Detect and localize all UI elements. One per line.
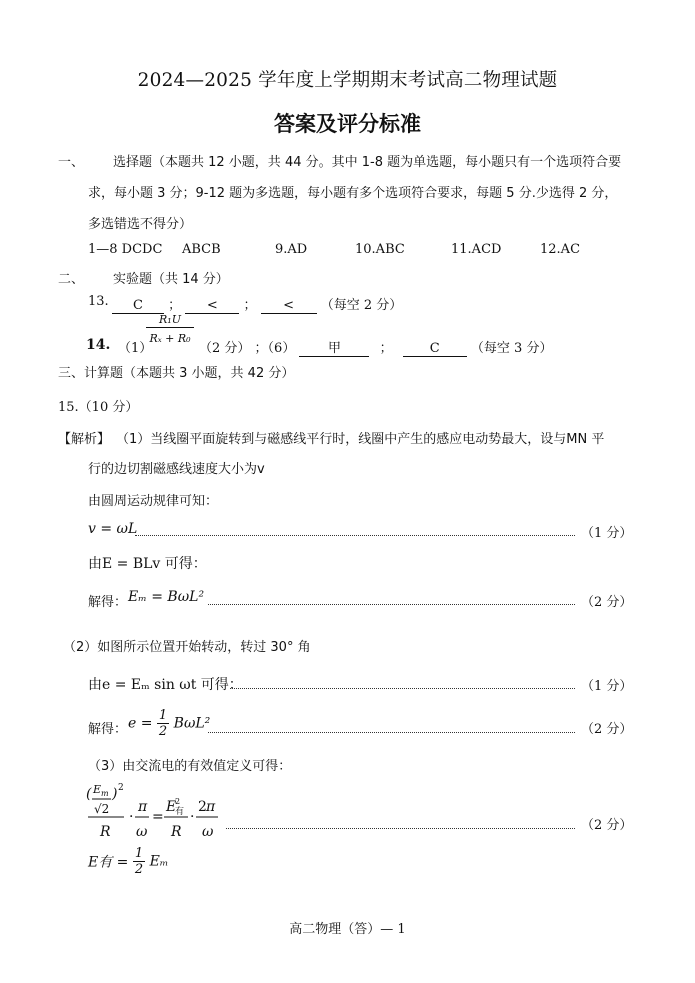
q15-part1-line2: 行的边切割磁感线速度大小为v bbox=[88, 462, 265, 477]
q15-eq4 bbox=[128, 708, 210, 739]
q15-eq6-numerator: 1 bbox=[134, 846, 144, 861]
eq5-square: 2 bbox=[118, 783, 124, 793]
q15-eq3-score: （1 分） bbox=[581, 679, 633, 694]
eq5-e-eff-sup: 2 bbox=[175, 797, 181, 806]
section2-number: 二、 bbox=[58, 272, 85, 287]
eq5-dot1: · bbox=[129, 809, 134, 825]
leader-dots bbox=[226, 828, 575, 829]
q15-header: 15.（10 分） bbox=[58, 400, 139, 415]
q14-score-1: （2 分） bbox=[199, 341, 251, 356]
page-footer: 高二物理（答）— 1 bbox=[289, 922, 406, 937]
q13-blank-3: < bbox=[261, 298, 317, 314]
leader-dots bbox=[208, 732, 575, 733]
q14-blank-1: 甲 bbox=[299, 341, 369, 357]
leader-dots bbox=[135, 535, 575, 536]
q15-eq4-fraction bbox=[157, 708, 169, 739]
q14-fraction-denominator: Rₓ + R₀ bbox=[149, 332, 191, 345]
q15-eq4-denominator: 2 bbox=[158, 724, 168, 739]
q15-eq4-score: （2 分） bbox=[581, 722, 633, 737]
q13-blank-1: C bbox=[112, 298, 164, 314]
eq5-r2: R bbox=[171, 824, 182, 840]
q15-eq6-lhs: E有 = bbox=[88, 854, 129, 871]
eq5-sqrt: √2 bbox=[94, 802, 110, 816]
q15-part1-line1: （1）当线圈平面旋转到与磁感线平行时，线圈中产生的感应电动势最大，设与MN 平 bbox=[116, 432, 605, 447]
section1-text-line3: 多选错选不得分） bbox=[88, 217, 193, 232]
eq5-pi2: π bbox=[206, 799, 216, 815]
q15-eq5-formula bbox=[86, 780, 226, 844]
q14-answer-row bbox=[199, 337, 552, 357]
section3-heading: 三、计算题（本题共 3 小题，共 42 分） bbox=[58, 366, 295, 381]
q15-eq6 bbox=[88, 846, 168, 877]
q13-answer-row bbox=[112, 294, 402, 314]
q13-separator: ； bbox=[243, 298, 257, 313]
q15-eq6-fraction bbox=[133, 846, 145, 877]
answer-10: 10.ABC bbox=[355, 242, 405, 257]
q15-eq2-prefix: 解得： bbox=[88, 595, 128, 610]
q15-eq1-score: （1 分） bbox=[581, 526, 633, 541]
q14-part1: （1） bbox=[118, 341, 153, 356]
leader-dots bbox=[230, 688, 575, 689]
q13-score: （每空 2 分） bbox=[320, 298, 403, 313]
section1-text-line1: 选择题（本题共 12 小题，共 44 分。其中 1-8 题为单选题，每小题只有一个选项符合要 bbox=[113, 155, 622, 170]
q15-eq4-prefix: 解得： bbox=[88, 722, 128, 737]
q15-eq4-numerator: 1 bbox=[158, 708, 168, 723]
section1-number: 一、 bbox=[58, 155, 85, 170]
q15-eq5-score: （2 分） bbox=[581, 818, 633, 833]
answer-11: 11.ACD bbox=[451, 242, 502, 257]
answer-1-8: 1—8 DCDC bbox=[88, 242, 163, 257]
q13-blank-2: < bbox=[185, 298, 239, 314]
q15-part1-line4: 由E = BLv 可得： bbox=[88, 556, 207, 572]
q15-eq6-rhs: Eₘ bbox=[149, 853, 169, 870]
section1-text-line2: 求，每小题 3 分；9-12 题为多选题，每小题有多个选项符合要求，每题 5 分.少选得 2 分， bbox=[88, 186, 618, 201]
eq5-equals: = bbox=[152, 809, 164, 825]
q14-separator-1: ；（6） bbox=[254, 341, 296, 356]
document-subtitle: 答案及评分标准 bbox=[274, 112, 421, 136]
eq5-em-sub: m bbox=[101, 789, 109, 798]
q14-score-2: （每空 3 分） bbox=[470, 341, 553, 356]
q15-eq3: 由e = Eₘ sin ωt 可得： bbox=[88, 677, 243, 693]
q15-analysis-label: 【解析】 bbox=[58, 432, 111, 447]
q14-separator-2: ； bbox=[379, 341, 393, 356]
eq5-two: 2 bbox=[198, 799, 207, 815]
document-title: 2024—2025 学年度上学期期末考试高二物理试题 bbox=[137, 70, 558, 91]
eq5-e-eff: E bbox=[166, 799, 177, 815]
q15-eq4-rhs: BωL² bbox=[173, 715, 211, 732]
eq5-omega1: ω bbox=[136, 824, 148, 840]
q15-part3-line1: （3）由交流电的有效值定义可得： bbox=[88, 759, 292, 774]
q14-label: 14. bbox=[86, 337, 111, 353]
q14-fraction bbox=[146, 313, 194, 347]
answer-5-8: ABCB bbox=[182, 242, 221, 257]
q15-eq6-denominator: 2 bbox=[134, 862, 144, 877]
q15-eq4-lhs: e = bbox=[128, 715, 153, 732]
answer-9: 9.AD bbox=[275, 242, 308, 257]
eq5-pi1: π bbox=[138, 799, 148, 815]
eq5-paren-close: ) bbox=[112, 786, 118, 802]
q15-part2-line1: （2）如图所示位置开始转动，转过 30° 角 bbox=[63, 640, 311, 655]
answer-12: 12.AC bbox=[540, 242, 581, 257]
eq5-dot2: · bbox=[190, 809, 195, 825]
eq5-r1: R bbox=[100, 824, 111, 840]
q13-separator: ； bbox=[168, 298, 182, 313]
eq5-paren-open: ( bbox=[86, 786, 92, 802]
eq5-e-eff-sub: 有 bbox=[175, 807, 185, 817]
q15-part1-line3: 由圆周运动规律可知： bbox=[88, 494, 219, 509]
q14-fraction-numerator: R₁U bbox=[146, 313, 194, 328]
leader-dots bbox=[208, 604, 575, 605]
q14-blank-2: C bbox=[403, 341, 467, 357]
q15-eq2: Eₘ = BωL² bbox=[128, 589, 205, 605]
q15-eq2-score: （2 分） bbox=[581, 595, 633, 610]
eq5-omega2: ω bbox=[202, 824, 214, 840]
q13-label: 13. bbox=[88, 294, 109, 309]
q15-eq1: v = ωL bbox=[88, 521, 138, 537]
section2-heading: 实验题（共 14 分） bbox=[113, 272, 229, 287]
eq5-em: E bbox=[93, 783, 102, 796]
